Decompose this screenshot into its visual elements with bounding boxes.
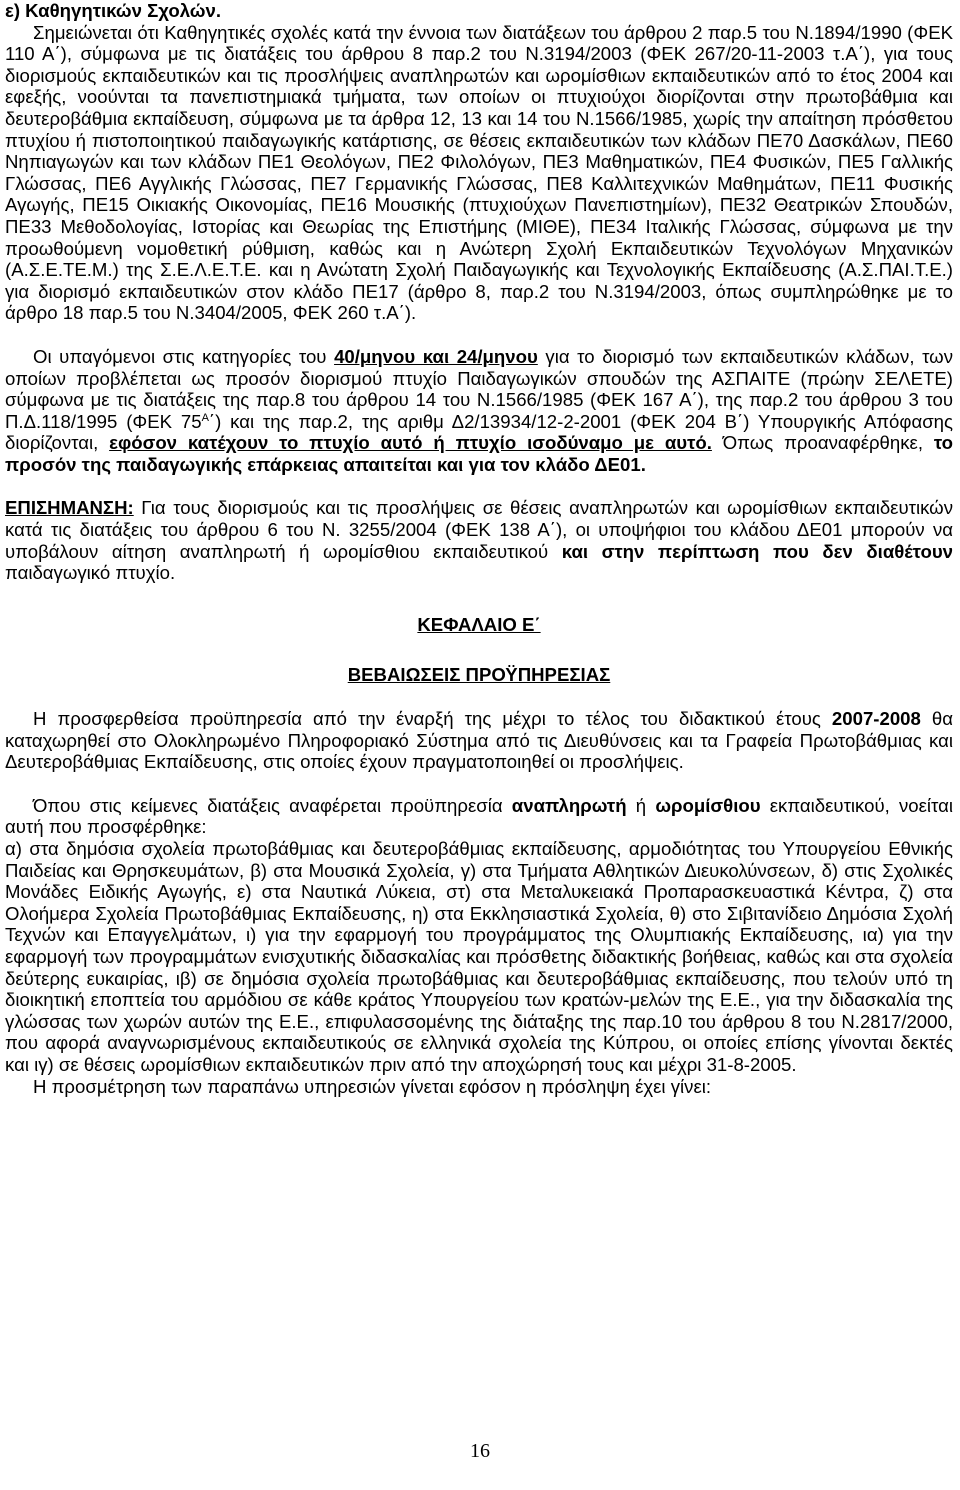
chapter-subtitle: ΒΕΒΑΙΩΣΕΙΣ ΠΡΟΫΠΗΡΕΣΙΑΣ (347, 664, 611, 686)
notice-text-1: Για τους διορισμούς και τις προσλήψεις σε θέσεις αναπληρωτών και ωρομίσθιων εκπαιδευτικών κατά τις διατάξεις του άρθρου 6 του Ν. 3255/2004 (ΦΕΚ 138 Α΄), οι υποψήφιοι του κλάδου ΔΕ01 μπορούν να υποβάλουν αίτηση αναπληρωτή ή ωρομίσθιου εκπαιδευτικού (5, 497, 953, 562)
substitute-text-3: εκπαιδευτικού, νοείται αυτή που προσφέρθηκε: (5, 794, 953, 838)
chapter-title: ΚΕΦΑΛΑΙΟ Ε΄ (417, 613, 541, 635)
substitute-list: α) στα δημόσια σχολεία πρωτοβάθμιας και δευτεροβάθμιας εκπαίδευσης, αρμοδιότητας του Υπουργείου Εθνικής Παιδείας και Θρησκευμάτων, β) στα Μουσικά Σχολεία, γ) στα Τμήματα Αθλητικών Διευκολύνσεων, δ) στις Σχολικές Μονάδες Ειδικής Αγωγής, ε) στα Ναυτικά Λύκεια, στ) στα Μεταλυκειακά Προπαρασκευαστικά Κέντρα, ζ) στα Ολοήμερα Σχολεία Πρωτοβάθμιας Εκπαίδευσης, η) στα Εκκλησιαστικά Σχολεία, θ) στο Σιβιτανίδειο Δημόσια Σχολή Τεχνών και Επαγγελμάτων, ι) για την εφαρμογή του προγράμματος της Ολυμπιακής Εκπαίδευσης, ια) για την εφαρμογή των προγραμμάτων ενισχυτικής διδασκαλίας και πρόσθετης διδακτικής βοήθειας, καθώς και στα σχολεία δεύτερης ευκαιρίας, ιβ) σε δημόσια σχολεία πρωτοβάθμιας και δευτεροβάθμιας εκπαίδευσης, που τελούν υπό τη διοικητική εποπτεία του αρμόδιου σε κάθε κράτος Υπουργείου των κρατών-μελών της Ε.Ε., για την διδασκαλία της γλώσσας των χωρών αυτών της Ε.Ε., επιφυλασσομένης της διάταξης της παρ.10 του άρθρου 8 του Ν.2817/2000, που αφορά αναγνωρισμένους εκπαιδευτικούς σε ελληνικά σχολεία της Κύπρου, οι οποίες επίσης γίνονται δεκτές και ιγ) σε θέσεις ωρομίσθιων εκπαιδευτικών πριν από την αποχώρησή τους και μέχρι 31-8-2005. (5, 838, 953, 1075)
notice-text-2: παιδαγωγικό πτυχίο. (5, 562, 176, 584)
categories-duration-emphasis: 40/μηνου και 24/μηνου (334, 345, 538, 367)
categories-paragraph (5, 346, 953, 476)
service-text-1: Η προσφερθείσα προϋπηρεσία από την έναρξή της μέχρι το τέλος του διδακτικού έτους (33, 708, 832, 730)
categories-text-3: ΄) και της παρ.2, της αριθμ Δ2/13934/12-2-2001 (ΦΕΚ 204 Β΄) Υπουργικής Απόφασης διορίζονται, (5, 410, 953, 454)
notice-paragraph (5, 497, 953, 583)
substitute-text-2: ή (626, 794, 656, 816)
categories-text-1: Οι υπαγόμενοι στις κατηγορίες του (33, 345, 335, 367)
notice-emphasis: και στην περίπτωση που δεν διαθέτουν (561, 540, 953, 562)
categories-text-2: για το διορισμό των εκπαιδευτικών κλάδων, των οποίων προβλέπεται ως προσόν διορισμού πτυχίο Παιδαγωγικών σπουδών της ΑΣΠΑΙΤΕ (πρώην ΣΕΛΕΤΕ) σύμφωνα με τις διατάξεις της παρ.8 του άρθρου 14 του Ν.1566/1985 (ΦΕΚ 167 Α΄), της παρ.2 του άρθρου 3 του Π.Δ.118/1995 (ΦΕΚ 75 (5, 345, 954, 432)
service-paragraph (5, 708, 953, 773)
substitute-text-1: Όπου στις κείμενες διατάξεις αναφέρεται προϋπηρεσία (33, 794, 512, 816)
categories-superscript: Α (201, 411, 209, 424)
section-e-heading: ε) Καθηγητικών Σχολών. (5, 0, 222, 21)
substitute-emphasis-2: ωρομίσθιου (655, 794, 761, 816)
categories-text-4: Όπως προαναφέρθηκε, (711, 432, 934, 454)
service-school-year: 2007-2008 (831, 708, 921, 730)
substitute-intro (5, 795, 953, 838)
page-number: 16 (470, 1440, 490, 1462)
notice-label: ΕΠΙΣΗΜΑΝΣΗ: (5, 497, 134, 519)
substitute-emphasis-1: αναπληρωτή (511, 794, 627, 816)
service-text-2: θα καταχωρηθεί στο Ολοκληρωμένο Πληροφοριακό Σύστημα από τις Διευθύνσεις και τα Γραφεία Πρωτοβάθμιας και Δευτεροβάθμιας Εκπαίδευσης, στις οποίες έχουν πραγματοποιηθεί οι προσλήψεις. (5, 708, 953, 773)
document-page (5, 0, 953, 1097)
categories-closing-emphasis: το προσόν της παιδαγωγικής επάρκειας απαιτείται και για τον κλάδο ΔΕ01. (5, 432, 953, 475)
section-e-paragraph: Σημειώνεται ότι Καθηγητικές σχολές κατά την έννοια των διατάξεων του άρθρου 2 παρ.5 του Ν.1894/1990 (ΦΕΚ 110 Α΄), σύμφωνα με τις διατάξεις του άρθρου 8 παρ.2 του Ν.3194/2003 (ΦΕΚ 267/20-11-2003 τ.Α΄), για τους διορισμούς εκπαιδευτικών και τις προσλήψεις αναπληρωτών και ωρομίσθιων εκπαιδευτικών από το έτος 2004 και εφεξής, νοούνται τα πανεπιστημιακά τμήματα, των οποίων οι πτυχιούχοι διορίζονται στην πρωτοβάθμια και δευτεροβάθμια εκπαίδευση, σύμφωνα με τα άρθρα 12, 13 και 14 του Ν.1566/1985, χωρίς την απαίτηση πρόσθετου πτυχίου ή πιστοποιητικού παιδαγωγικής κατάρτισης, σε θέσεις εκπαιδευτικών των κλάδων ΠΕ70 Δασκάλων, ΠΕ60 Νηπιαγωγών και των κλάδων ΠΕ1 Θεολόγων, ΠΕ2 Φιλολόγων, ΠΕ3 Μαθηματικών, ΠΕ4 Φυσικών, ΠΕ5 Γαλλικής Γλώσσας, ΠΕ6 Αγγλικής Γλώσσας, ΠΕ7 Γερμανικής Γλώσσας, ΠΕ8 Καλλιτεχνικών Μαθημάτων, ΠΕ11 Φυσικής Αγωγής, ΠΕ15 Οικιακής Οικονομίας, ΠΕ16 Μουσικής (πτυχιούχων Πανεπιστημίων), ΠΕ32 Θεατρικών Σπουδών, ΠΕ33 Μεθοδολογίας, Ιστορίας και Θεωρίας της Επιστήμης (ΜΙΘΕ), ΠΕ34 Ιταλικής Γλώσσας, σύμφωνα με την προωθούμενη νομοθετική ρύθμιση, καθώς και η Ανώτερη Σχολή Εκπαιδευτικών Τεχνολόγων Μηχανικών (Α.Σ.Ε.ΤΕ.Μ.) της Σ.Ε.Λ.Ε.Τ.Ε. και η Ανώτατη Σχολή Παιδαγωγικής και Τεχνολογικής Εκπαίδευσης (Α.Σ.ΠΑΙ.Τ.Ε.) για διορισμό εκπαιδευτικών στον κλάδο ΠΕ17 (άρθρο 8, παρ.2 του Ν.3194/2003, όπως συμπληρώθηκε με το άρθρο 18 παρ.5 του Ν.3404/2005, ΦΕΚ 260 τ.Α΄). (5, 21, 953, 324)
substitute-closing: Η προσμέτρηση των παραπάνω υπηρεσιών γίνεται εφόσον η πρόσληψη έχει γίνει: (33, 1075, 712, 1097)
categories-degree-emphasis: εφόσον κατέχουν το πτυχίο αυτό ή πτυχίο ισοδύναμο με αυτό. (109, 432, 712, 454)
